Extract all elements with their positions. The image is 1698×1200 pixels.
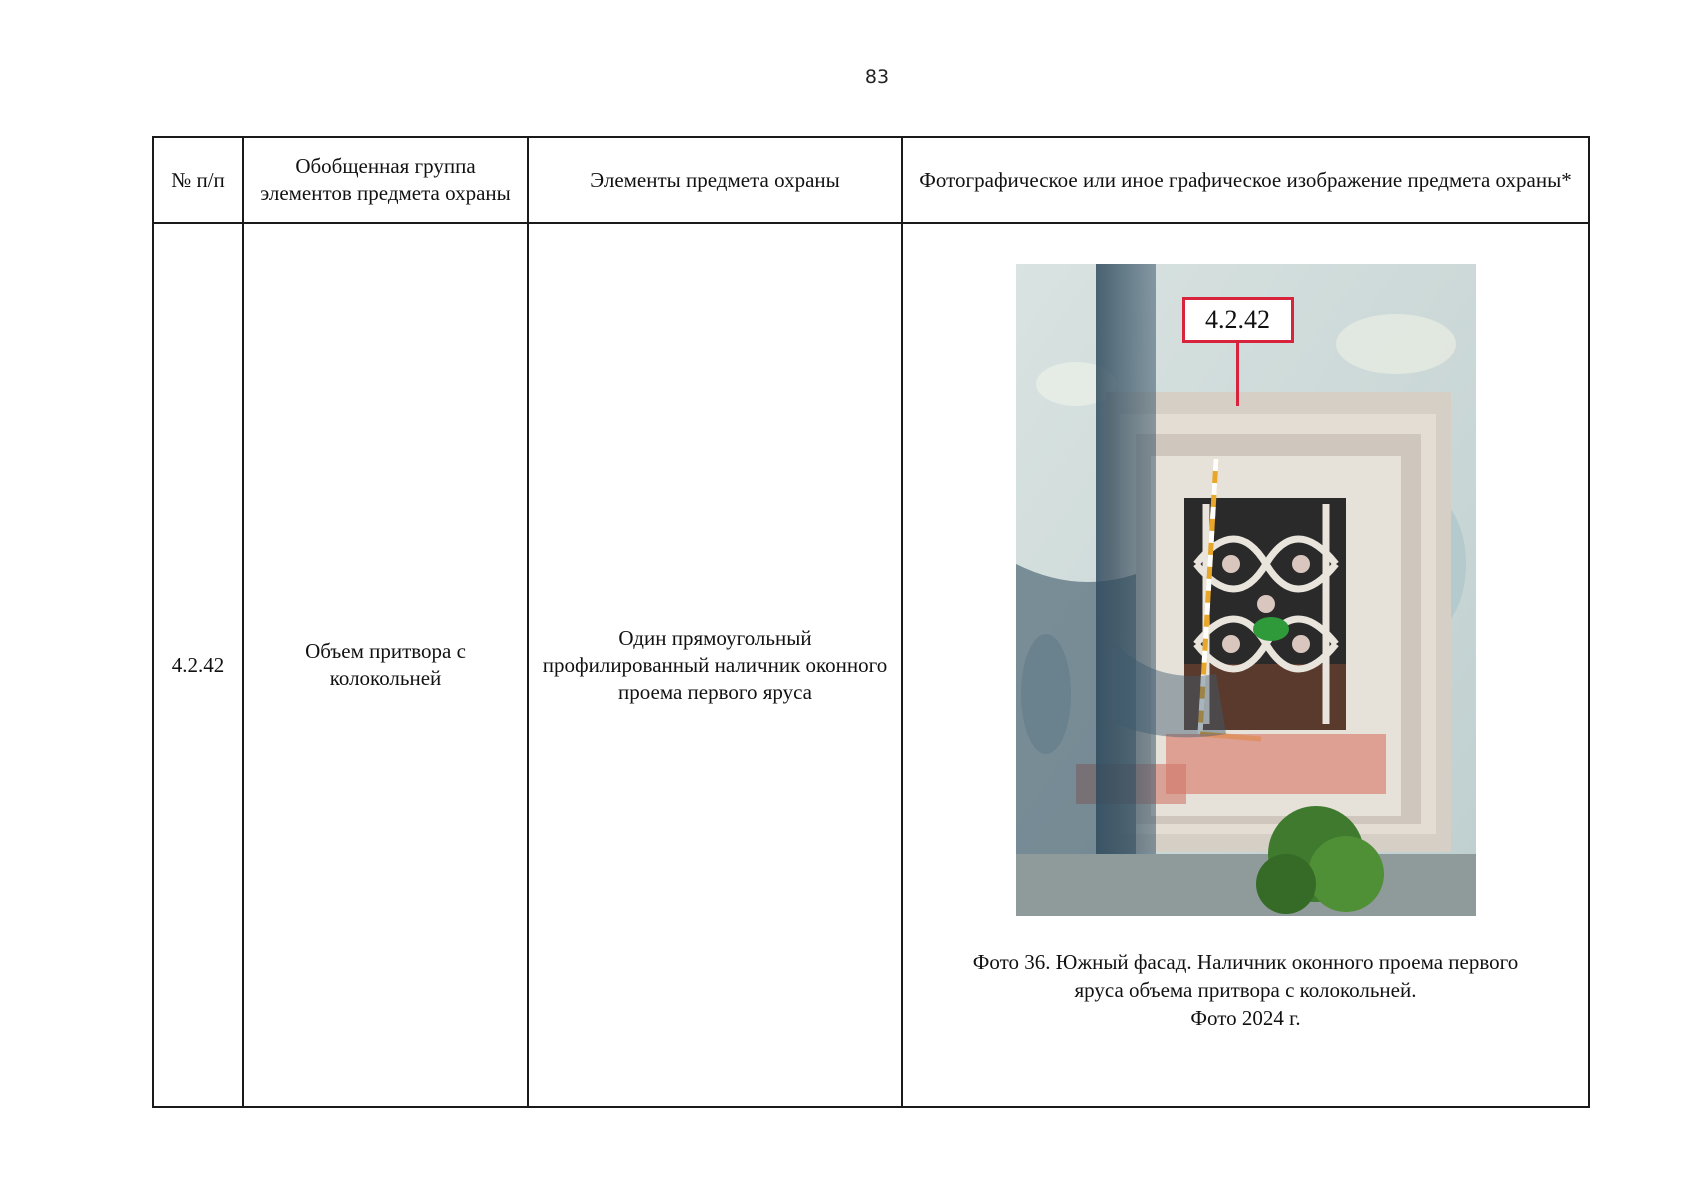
caption-line-3: Фото 2024 г.	[1190, 1006, 1301, 1030]
row-group: Объем притвора с колокольней	[243, 223, 528, 1107]
photo-label: 4.2.42	[1182, 297, 1294, 343]
protection-subject-table	[152, 136, 1590, 1108]
page-number: 83	[864, 66, 890, 88]
photo-caption	[913, 948, 1578, 1032]
table-header-row	[153, 137, 1589, 223]
header-elements: Элементы предмета охраны	[528, 137, 902, 223]
photo-illustration	[1016, 264, 1476, 916]
caption-line-1: Фото 36. Южный фасад. Наличник оконного проема первого	[972, 950, 1519, 974]
caption-line-2: яруса объема притвора с колокольней.	[1074, 978, 1417, 1002]
header-group: Обобщенная группа элементов предмета охраны	[243, 137, 528, 223]
table-row	[153, 223, 1589, 1107]
row-num: 4.2.42	[153, 223, 243, 1107]
row-photo-cell	[902, 223, 1589, 1107]
row-elements: Один прямоугольный профилированный наличник оконного проема первого яруса	[528, 223, 902, 1107]
header-num: № п/п	[153, 137, 243, 223]
header-image: Фотографическое или иное графическое изображение предмета охраны*	[902, 137, 1589, 223]
photo-label-pointer	[1236, 343, 1239, 406]
facade-window-photo	[1016, 264, 1476, 916]
